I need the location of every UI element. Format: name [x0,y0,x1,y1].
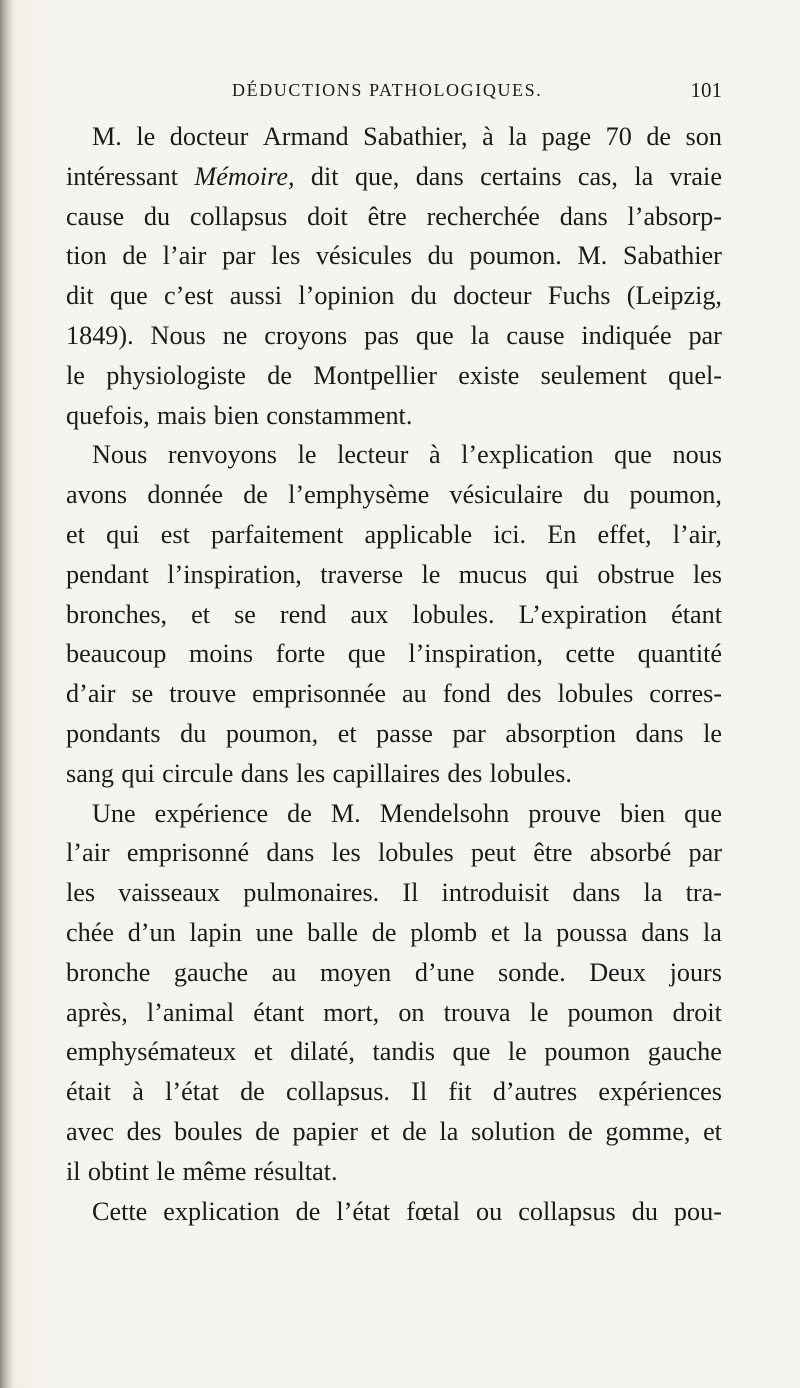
word: de [402,1116,427,1146]
word: l’emphysème [288,480,430,510]
word: poumon [567,997,654,1027]
word: cause [506,320,565,350]
word: mort, [323,997,380,1027]
text-line [66,674,722,714]
text-line [66,873,722,913]
word: quefois, [66,400,150,430]
word: que [452,1037,491,1067]
text-line [66,236,722,276]
word: par [222,241,256,271]
word: le [66,360,85,390]
word: de [567,1116,593,1146]
word: Montpellier [313,360,437,390]
word: le [703,718,722,748]
word: collapsus. [285,1077,390,1107]
word: d’un [127,917,176,947]
page-binding-edge [0,0,14,1388]
word: les [331,838,361,868]
word: poumon [544,1037,631,1067]
word: du [143,201,171,231]
word: Il [402,878,419,908]
text-line [66,1152,722,1192]
word: dans [415,161,464,191]
word: qui [106,519,140,549]
word: indiquée [581,320,672,350]
word: introduisit [441,878,550,908]
word: la [439,1116,459,1146]
word: étant [671,599,722,629]
word: aussi [229,281,283,311]
word: Sabathier [622,241,722,271]
word: forte [275,639,326,669]
word: à [482,122,494,151]
word: capillaires [332,758,441,788]
word: Mendelsohn [379,798,510,828]
word: pou- [673,1196,722,1226]
word: dans [635,718,684,748]
text-line [66,435,722,475]
word: d’autres [492,1077,578,1107]
word: vésicules [315,241,412,271]
word: explication [163,1196,280,1226]
word: collapsus [518,1196,616,1226]
word: circule [162,758,234,788]
word: obtint [87,1156,149,1186]
word: du [410,281,437,311]
word: prouve [528,798,601,828]
word: page [541,122,592,151]
word: du [427,241,454,271]
word: doit [307,201,348,231]
word: traverse [320,559,404,589]
word: fœtal [406,1196,461,1226]
text-line [66,794,722,834]
word: mucus [458,559,528,589]
word: résultat. [253,1156,338,1186]
word: étant [253,997,305,1027]
word: lapin [189,917,242,947]
word: la [508,122,528,151]
word: et [191,599,211,629]
word: des [126,1116,162,1146]
word: cas, [577,161,618,191]
word: boules [174,1116,243,1146]
word: être [533,838,573,868]
word: 1849). [66,320,134,350]
word: rend [279,599,327,629]
word: les [271,241,301,271]
word: (Leipzig, [626,281,722,311]
word: avec [66,1116,114,1146]
word: aux [350,599,389,629]
text-line [66,833,722,873]
word: l’air [162,241,207,271]
text-line [66,953,722,993]
word: pendant [66,559,149,589]
word: l’inspiration, [408,639,543,669]
word: absorption [505,718,616,748]
word: constamment. [266,400,413,430]
word: dans [266,838,315,868]
word: Cette [92,1196,148,1226]
word: dit [310,161,339,191]
word: à [132,1077,144,1107]
word: les [692,559,722,589]
word: l’état [165,1077,219,1107]
word: par [688,838,722,868]
word: et [490,917,510,947]
word: emprisonné [126,838,250,868]
word: dans [240,758,289,788]
word: que, [354,161,400,191]
word: de [295,1196,321,1226]
word: pas [364,320,400,350]
word: vraie [669,161,722,191]
word: l’animal [146,997,235,1027]
word: ou [476,1196,503,1226]
word: En [547,519,577,549]
word: tandis [372,1037,435,1067]
word: le [421,559,441,589]
word: dilaté, [290,1037,355,1067]
text-line [66,475,722,515]
word: peut [470,838,516,868]
word: Nous [92,440,148,470]
word: d’air [66,679,116,709]
text-line [66,1032,722,1072]
word: après, [66,997,128,1027]
word: corres- [649,679,722,709]
word: obstrue [597,559,675,589]
word: ici. [493,519,527,549]
word: cette [565,639,615,669]
word: donnée [147,480,223,510]
word: passe [376,718,433,748]
body-text [66,117,722,1231]
word: d’une [414,957,475,987]
word: pulmonaires. [243,878,380,908]
word: trouve [169,679,237,709]
word: nous [672,440,722,470]
word: lecteur [337,440,409,470]
word: beaucoup [66,639,167,669]
word: des [447,758,483,788]
word: de [255,1116,280,1146]
word: du [631,1196,658,1226]
word: vésiculaire [449,480,563,510]
word: bien [620,798,666,828]
page-number: 101 [690,78,722,102]
text-line [66,515,722,555]
page-header [232,80,722,110]
word: la [523,917,543,947]
word: effet, [597,519,652,549]
word: l’opinion [298,281,395,311]
word: et [337,718,357,748]
text-line [66,714,722,754]
word: M. [330,798,361,828]
word: gauche [647,1037,722,1067]
word: lobules. [412,599,495,629]
word: certains [480,161,562,191]
text-line [66,356,722,396]
word: seulement [540,360,647,390]
word: dans [641,917,690,947]
word: l’inspiration, [167,559,302,589]
word: que [347,639,386,669]
word: moins [189,639,254,669]
word: l’air [66,838,110,868]
word: que [415,320,454,350]
word: de [122,241,148,271]
word: le [156,1156,176,1186]
word: de [243,480,268,510]
word: bien [213,400,259,430]
word: docteur [169,122,249,151]
word: de [240,1077,265,1107]
word: le [297,440,317,470]
word: au [271,957,297,987]
word: solution [470,1116,556,1146]
word: poumon, [629,480,722,510]
word: jours [669,957,722,987]
word: chée [66,917,114,947]
word: de [646,122,672,151]
word: au [401,679,427,709]
word: bronche [66,957,151,987]
word: qui [545,559,579,589]
word: Il [411,1077,428,1107]
word: que [614,440,652,470]
word: être [367,201,407,231]
word: et [370,1116,390,1146]
word: plomb [410,917,478,947]
word: tion [66,241,107,271]
word: recherchée [426,201,540,231]
word: gomme, [605,1116,691,1146]
word: il [66,1156,81,1186]
word: du [583,480,610,510]
word: gauche [173,957,249,987]
word: Une [92,798,136,828]
word: M. [577,241,608,271]
word: expériences [598,1077,722,1107]
word: renvoyons [167,440,277,470]
word: se [234,599,256,629]
word: de [371,917,397,947]
word: fit [448,1077,472,1107]
word: l’absorp- [627,201,722,231]
word: même [182,1156,247,1186]
word: bronches, [66,599,168,629]
word: emphysémateux [66,1037,237,1067]
word: balle [307,917,359,947]
word: existe [458,360,520,390]
word: parfaitement [211,519,344,549]
word: que [109,281,148,311]
word: poumon, [225,718,319,748]
word: la [643,878,663,908]
word: sonde. [498,957,566,987]
text-line [66,1192,722,1232]
word: l’air, [672,519,722,549]
word: par [688,320,722,350]
word: expérience [154,798,269,828]
word: tra- [685,878,722,908]
word: et [66,519,85,549]
word: ne [222,320,248,350]
word: par [452,718,486,748]
word: Deux [589,957,646,987]
word: intéressant [66,161,178,191]
word: la [634,161,654,191]
word: papier [292,1116,358,1146]
text-line [66,117,722,157]
word: se [131,679,154,709]
word: poussa [556,917,628,947]
word: et [253,1037,273,1067]
word: du [180,718,207,748]
text-line [66,913,722,953]
word: physiologiste [106,360,246,390]
word: sang [66,758,115,788]
word: le [507,1037,527,1067]
word: son [685,122,722,151]
word: Armand [262,122,349,151]
word: cause [66,201,125,231]
word: quel- [668,360,722,390]
word: lobules [557,679,634,709]
word: que [684,798,722,828]
word: moyen [319,957,392,987]
word: trouva [443,997,511,1027]
word: droit [672,997,722,1027]
text-line [66,1112,722,1152]
word: l’état [336,1196,391,1226]
text-line [66,555,722,595]
word: applicable [364,519,473,549]
word: des [506,679,542,709]
word: croyons [264,320,348,350]
word: Mémoire, [194,161,295,191]
word: 70 [605,122,632,151]
word: les [296,758,326,788]
word: dit [66,281,94,311]
word: Nous [150,320,206,350]
word: quantité [637,639,722,669]
text-line [66,595,722,635]
word: les [66,878,96,908]
word: M. [92,122,122,151]
word: et [703,1116,722,1146]
text-line [66,754,722,794]
word: une [255,917,294,947]
word: pondants [66,718,161,748]
word: Fuchs [547,281,611,311]
word: c’est [164,281,214,311]
word: fond [442,679,491,709]
word: dans [559,201,608,231]
text-line [66,1072,722,1112]
word: L’expiration [518,599,648,629]
word: qui [121,758,155,788]
word: vaisseaux [118,878,221,908]
word: lobules. [489,758,572,788]
text-line [66,316,722,356]
word: de [287,798,312,828]
word: le [136,122,156,151]
word: était [66,1077,112,1107]
word: emprisonnée [252,679,386,709]
text-line [66,197,722,237]
text-line [66,276,722,316]
text-line [66,634,722,674]
word: collapsus [189,201,288,231]
word: l’explication [461,440,594,470]
running-head: DÉDUCTIONS PATHOLOGIQUES. [232,80,543,100]
word: on [398,997,425,1027]
word: Sabathier, [363,122,468,151]
word: le [529,997,549,1027]
word: la [470,320,490,350]
word: docteur [453,281,532,311]
word: est [160,519,190,549]
text-line [66,157,722,197]
word: mais [156,400,207,430]
word: poumon. [469,241,562,271]
word: à [428,440,441,470]
word: absorbé [589,838,672,868]
word: lobules [377,838,454,868]
word: avons [66,480,128,510]
text-line [66,993,722,1033]
word: de [267,360,292,390]
word: la [702,917,722,947]
text-line [66,396,722,436]
word: dans [572,878,621,908]
